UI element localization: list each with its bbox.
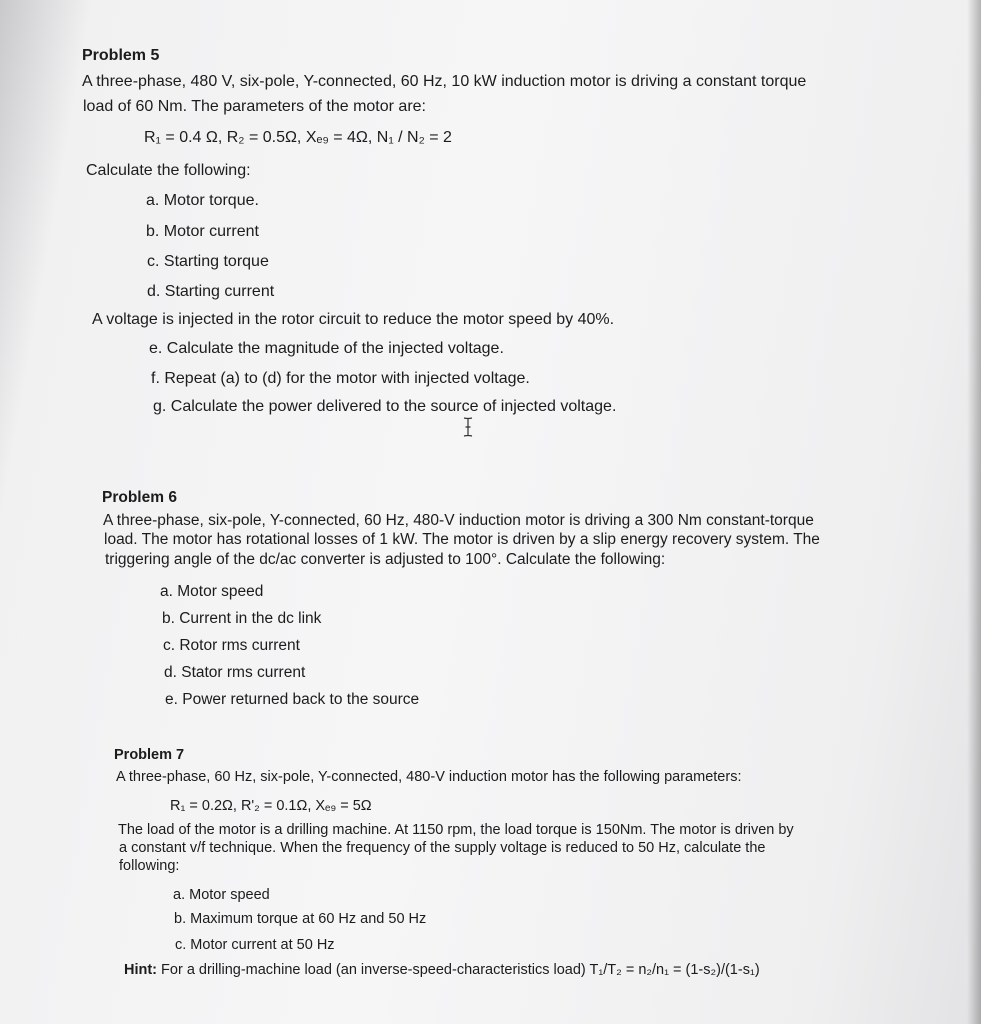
problem-6-item-c: c. Rotor rms current bbox=[163, 637, 300, 654]
problem-6-line-1: A three-phase, six-pole, Y-connected, 60 Hz, 480-V induction motor is driving a 300 Nm constant-torque bbox=[103, 512, 814, 529]
problem-5-voltage-text: A voltage is injected in the rotor circuit to reduce the motor speed by 40%. bbox=[92, 311, 615, 328]
problem-6-item-b: b. Current in the dc link bbox=[162, 610, 322, 627]
problem-7-title: Problem 7 bbox=[114, 747, 185, 763]
hint-label: Hint: bbox=[124, 962, 158, 978]
problem-5-params: R₁ = 0.4 Ω, R₂ = 0.5Ω, Xₑ₉ = 4Ω, N₁ / N₂ = 2 bbox=[144, 129, 452, 146]
problem-6-item-e: e. Power returned back to the source bbox=[165, 691, 420, 708]
problem-6-line-3: triggering angle of the dc/ac converter is adjusted to 100°. Calculate the following: bbox=[105, 551, 666, 568]
problem-6-line-2: load. The motor has rotational losses of 1 kW. The motor is driven by a slip energy recovery system. The bbox=[104, 531, 820, 548]
problem-5-intro-line-1: A three-phase, 480 V, six-pole, Y-connected, 60 Hz, 10 kW induction motor is driving a constant torque bbox=[82, 73, 807, 90]
problem-7-item-b: b. Maximum torque at 60 Hz and 50 Hz bbox=[174, 911, 427, 927]
problem-5-title: Problem 5 bbox=[82, 47, 160, 64]
problem-5-item-c: c. Starting torque bbox=[147, 253, 269, 270]
problem-7-item-a: a. Motor speed bbox=[173, 887, 270, 903]
problem-5-item-d: d. Starting current bbox=[147, 283, 275, 300]
problem-7-hint bbox=[124, 961, 760, 979]
text-cursor-icon bbox=[463, 417, 473, 437]
problem-7-line-3: following: bbox=[119, 858, 180, 874]
problem-7-line-2: a constant v/f technique. When the frequency of the supply voltage is reduced to 50 Hz, calculate the bbox=[119, 840, 766, 856]
problem-7-line-1: The load of the motor is a drilling machine. At 1150 rpm, the load torque is 150Nm. The motor is driven by bbox=[118, 822, 794, 838]
problem-5-calculate: Calculate the following: bbox=[86, 162, 251, 179]
problem-7-params: R₁ = 0.2Ω, R'₂ = 0.1Ω, Xₑ₉ = 5Ω bbox=[170, 798, 372, 814]
problem-5-item-f: f. Repeat (a) to (d) for the motor with injected voltage. bbox=[151, 370, 530, 387]
problem-6-item-a: a. Motor speed bbox=[160, 583, 264, 600]
hint-text: For a drilling-machine load (an inverse-speed-characteristics load) T₁/T₂ = n₂/n₁ = (1-s₂)/(1-s₁) bbox=[161, 962, 760, 978]
problem-7-item-c: c. Motor current at 50 Hz bbox=[175, 937, 335, 953]
problem-5-item-b: b. Motor current bbox=[146, 223, 259, 240]
problem-5-item-g: g. Calculate the power delivered to the source of injected voltage. bbox=[153, 398, 617, 415]
problem-5-item-e: e. Calculate the magnitude of the injected voltage. bbox=[149, 340, 504, 357]
problem-7-intro: A three-phase, 60 Hz, six-pole, Y-connected, 480-V induction motor has the following parameters: bbox=[116, 769, 742, 785]
problem-5-item-a: a. Motor torque. bbox=[146, 192, 259, 209]
problem-6-item-d: d. Stator rms current bbox=[164, 664, 306, 681]
problem-5-intro-line-2: load of 60 Nm. The parameters of the motor are: bbox=[83, 98, 426, 115]
problem-6-title: Problem 6 bbox=[102, 489, 177, 506]
